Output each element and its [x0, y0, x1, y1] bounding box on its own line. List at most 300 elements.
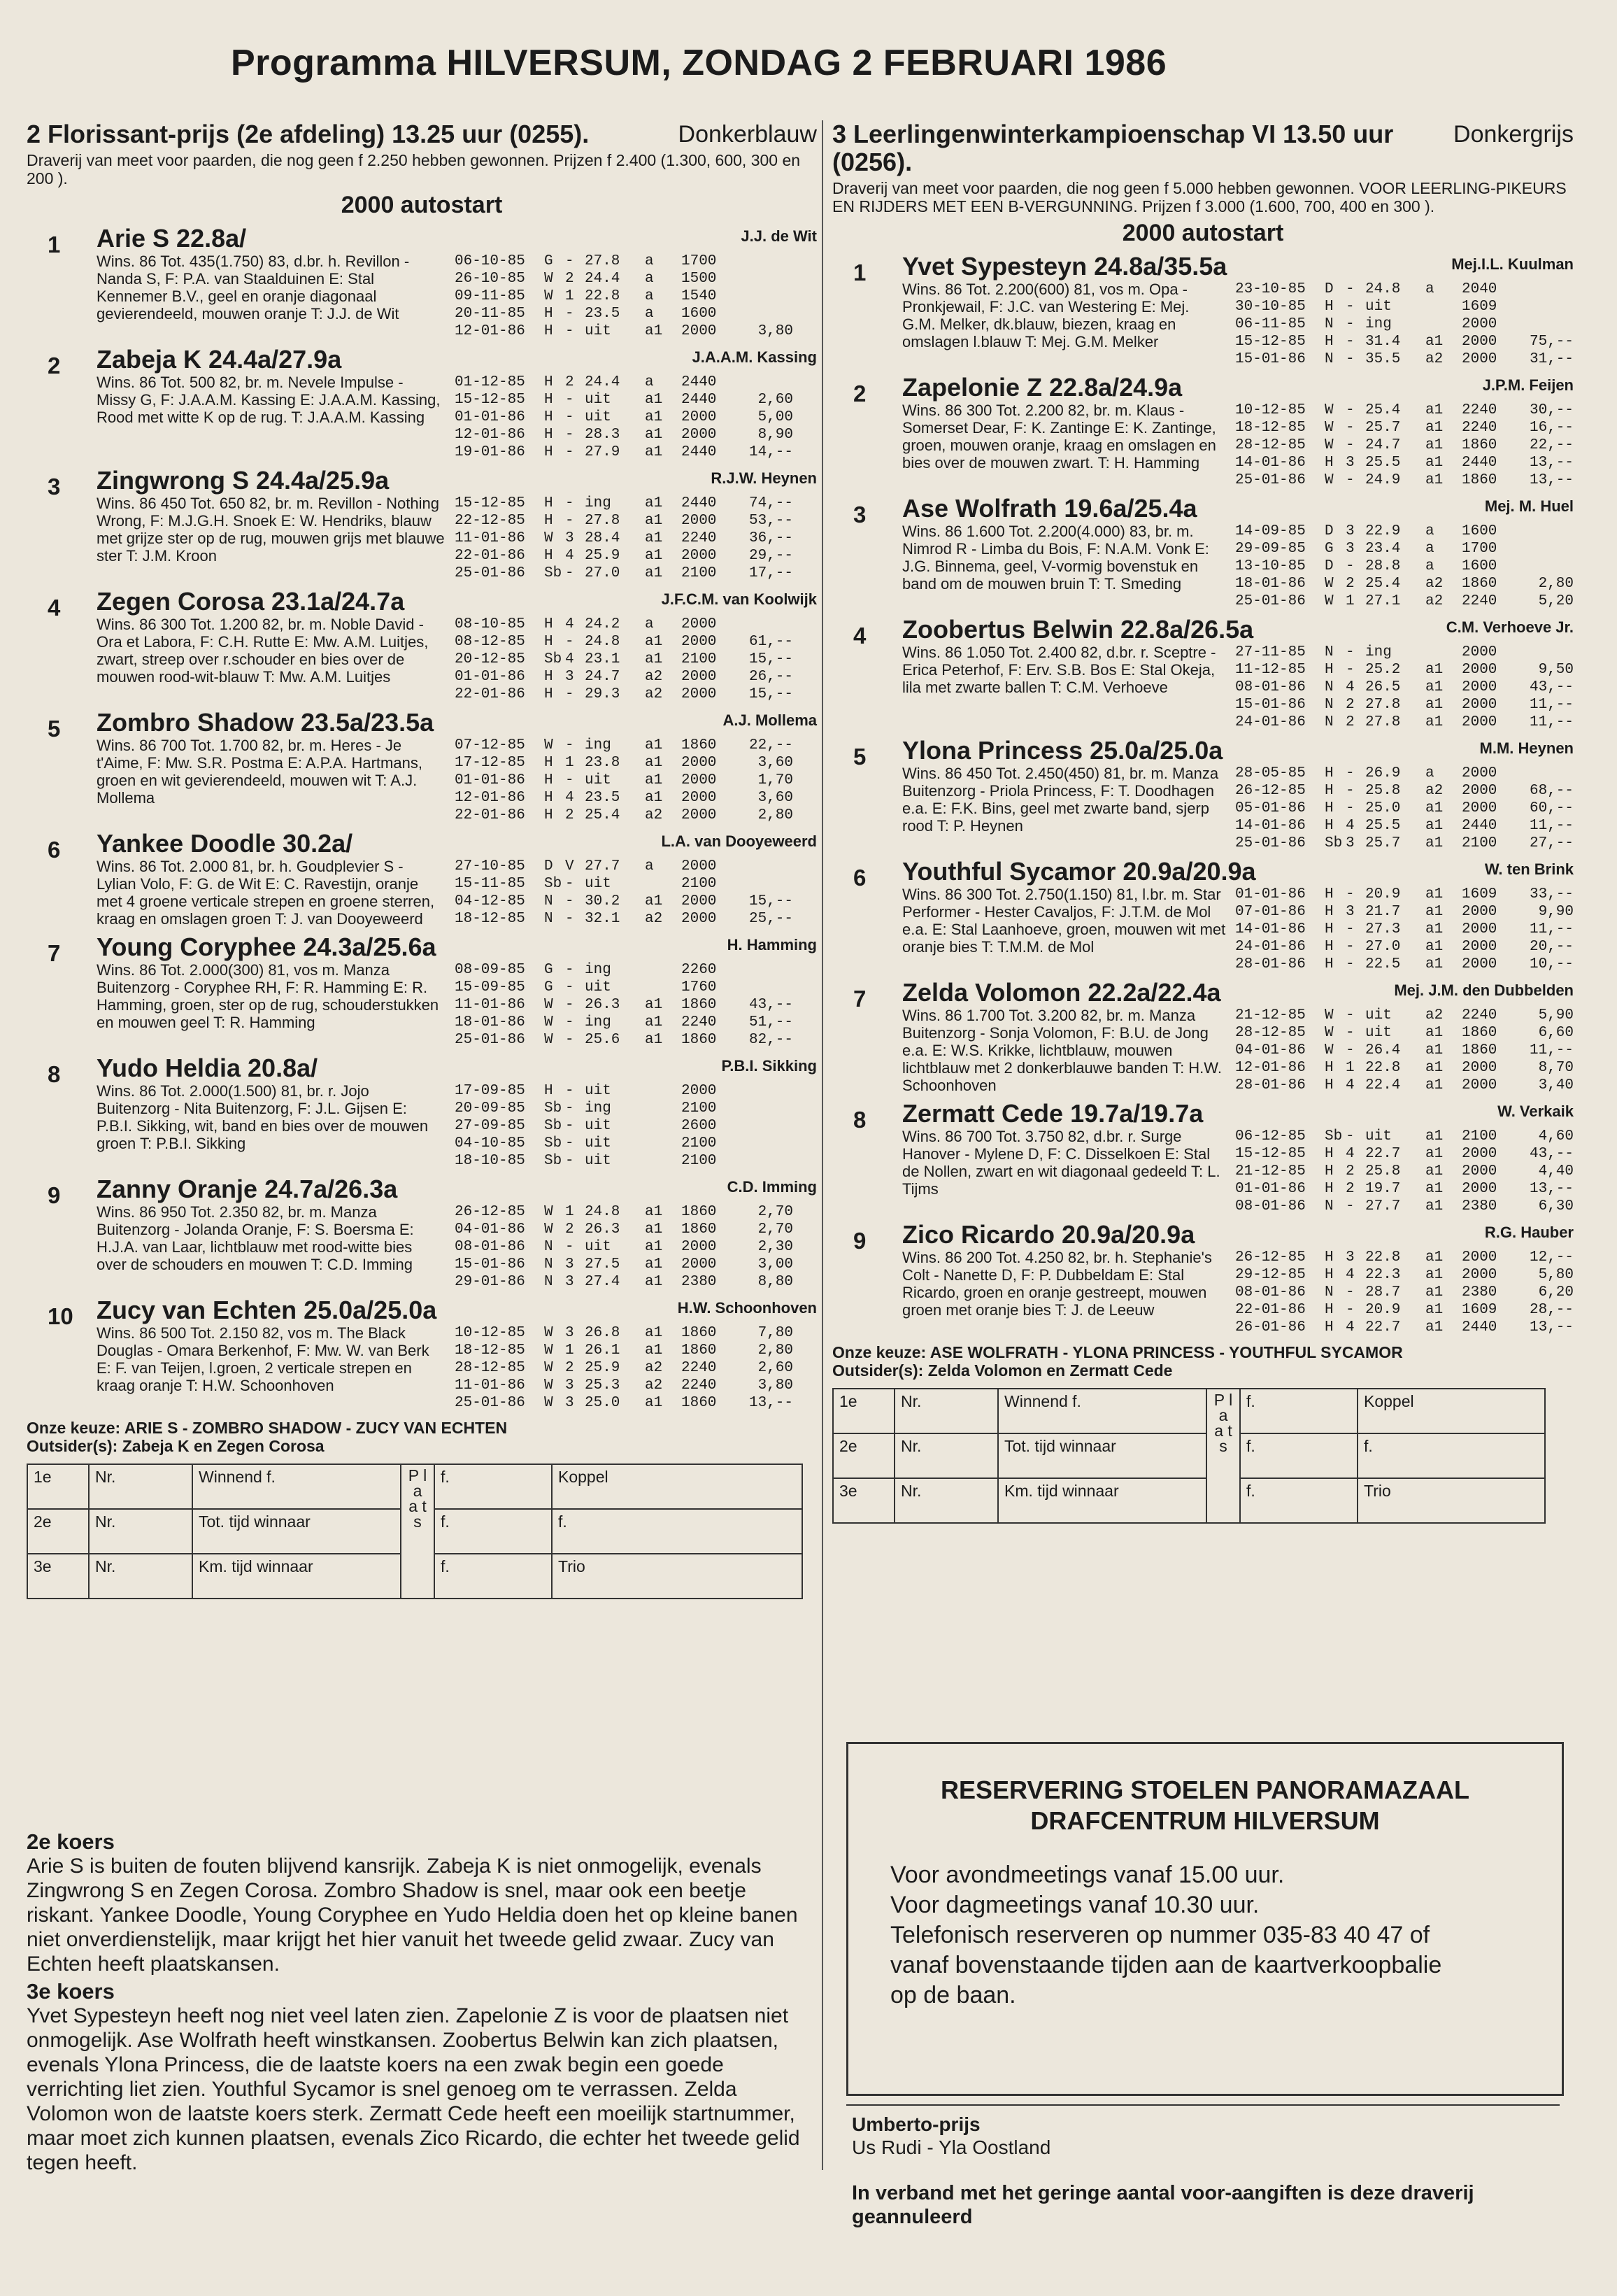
result-cell: 12-01-86	[455, 790, 525, 806]
result-cell: 30.2	[585, 893, 620, 909]
result-cell: a2	[1425, 351, 1444, 367]
result-cell: 25-01-86	[1235, 593, 1306, 609]
horse-results	[1235, 1249, 1574, 1336]
result-row	[1235, 472, 1574, 489]
result-cell: 26.8	[585, 1325, 620, 1341]
result-row	[1235, 696, 1574, 714]
result-cell: 1609	[1462, 1302, 1497, 1318]
result-cell: 25.6	[585, 1032, 620, 1048]
result-cell: a	[1425, 281, 1434, 297]
horse-name: Yvet Sypesteyn 24.8a/35.5a	[902, 252, 1227, 281]
result-cell: -	[565, 1100, 574, 1117]
result-cell: 2440	[1462, 455, 1497, 471]
result-row	[1235, 886, 1574, 903]
result-cell: H	[1325, 334, 1334, 350]
result-cell: 1860	[681, 1342, 717, 1359]
result-cell: 10-12-85	[1235, 402, 1306, 418]
result-cell: H	[1325, 783, 1334, 799]
result-cell: 8,70	[1538, 1060, 1574, 1076]
result-cell: a1	[1425, 697, 1444, 713]
form-nr: Nr.	[895, 1478, 998, 1523]
horse-entry	[832, 374, 1574, 489]
result-cell: 25.7	[1365, 835, 1401, 851]
result-cell: D	[1325, 281, 1334, 297]
result-cell: 2	[565, 807, 574, 823]
horse-body	[902, 523, 1574, 610]
result-cell: 2000	[1462, 644, 1497, 660]
result-cell: 11,--	[1529, 921, 1574, 937]
form-pos: 3e	[27, 1554, 89, 1599]
result-cell: H	[544, 306, 553, 322]
result-cell: 25.7	[1365, 420, 1401, 436]
result-cell: 3	[1346, 904, 1355, 920]
result-cell: 2100	[1462, 835, 1497, 851]
horse-name: Zermatt Cede 19.7a/19.7a	[902, 1099, 1204, 1128]
result-row	[1235, 281, 1574, 298]
result-row	[1235, 1042, 1574, 1059]
result-cell: 28.4	[585, 530, 620, 546]
form-pos: 2e	[833, 1433, 895, 1478]
result-row	[455, 858, 817, 875]
result-cell: 9,90	[1538, 904, 1574, 920]
horse-name: Zico Ricardo 20.9a/20.9a	[902, 1220, 1195, 1249]
result-cell: -	[1346, 1302, 1355, 1318]
result-cell: 1700	[1462, 541, 1497, 557]
race-3-column	[832, 120, 1574, 1524]
horse-trainer: J.J. de Wit	[741, 227, 817, 245]
result-cell: 10-12-85	[455, 1325, 525, 1341]
form-pos: 3e	[833, 1478, 895, 1523]
result-cell: -	[565, 1153, 574, 1169]
horse-name: Zingwrong S 24.4a/25.9a	[97, 466, 390, 495]
result-cell: Sb	[544, 1153, 562, 1169]
result-cell: 01-12-85	[455, 374, 525, 390]
box-line: Voor avondmeetings vanaf 15.00 uur.	[890, 1862, 1285, 1888]
result-cell	[737, 288, 793, 305]
result-cell: -	[1346, 1042, 1355, 1058]
result-cell: a2	[645, 1377, 663, 1394]
result-cell: -	[1346, 1007, 1355, 1023]
result-row	[1235, 1180, 1574, 1198]
result-cell: -	[1346, 1025, 1355, 1041]
result-cell: a2	[645, 911, 663, 927]
result-cell: a1	[1425, 679, 1444, 695]
result-cell: H	[544, 1083, 553, 1099]
horse-trainer: Mej. J.M. den Dubbelden	[1394, 982, 1574, 999]
result-row	[1235, 1249, 1574, 1266]
result-cell: -	[1346, 1128, 1355, 1145]
result-cell: 25-01-86	[455, 1395, 525, 1411]
result-cell: W	[544, 1325, 553, 1341]
horse-entry	[832, 1100, 1574, 1215]
result-cell: 08-01-86	[455, 1239, 525, 1255]
result-cell: 2380	[1462, 1198, 1497, 1214]
result-row	[1235, 817, 1574, 835]
result-cell: 07-12-85	[455, 737, 525, 753]
result-cell: -	[1346, 472, 1355, 488]
result-row	[1235, 903, 1574, 921]
result-cell: 5,90	[1538, 1007, 1574, 1023]
box-line: op de baan.	[890, 1982, 1016, 2008]
result-row	[455, 547, 817, 565]
result-cell: 25.4	[1365, 576, 1401, 592]
form-f: f.	[434, 1464, 552, 1509]
result-cell: 11,--	[1529, 714, 1574, 730]
result-cell: 24.7	[1365, 437, 1401, 453]
result-cell: a	[645, 858, 654, 874]
result-row	[455, 1135, 817, 1152]
result-cell	[737, 979, 793, 996]
result-cell: 27.8	[585, 513, 620, 529]
result-cell: N	[1325, 644, 1334, 660]
horse-body	[902, 1249, 1574, 1336]
result-cell: a1	[645, 1239, 663, 1255]
race-conditions: Draverij van meet voor paarden, die nog geen f 2.250 hebben gewonnen. Prijzen f 2.400 (1.300, 600, 300 en 200 ).	[27, 151, 801, 187]
result-cell: 2000	[681, 1239, 717, 1255]
box-title-1: RESERVERING STOELEN PANORAMAZAAL	[940, 1776, 1470, 1804]
result-cell: 4,60	[1538, 1128, 1574, 1145]
page-title: Programma HILVERSUM, ZONDAG 2 FEBRUARI 1986	[231, 43, 1167, 83]
result-cell: 18-10-85	[455, 1153, 525, 1169]
result-cell: 04-10-85	[455, 1135, 525, 1151]
result-cell: H	[1325, 1267, 1334, 1283]
form-label: Winnend f.	[998, 1389, 1206, 1433]
result-cell: 25,--	[748, 911, 793, 927]
horse-body	[902, 1007, 1574, 1094]
horse-name: Youthful Sycamor 20.9a/20.9a	[902, 857, 1256, 886]
horse-number: 1	[853, 260, 867, 285]
result-cell: -	[565, 772, 574, 788]
horse-trainer: J.P.M. Feijen	[1482, 376, 1574, 394]
result-cell: 01-01-86	[1235, 1181, 1306, 1197]
horse-info: Wins. 86 200 Tot. 4.250 82, br. h. Stephanie's Colt - Nanette D, F: P. Dubbeldam E: Stal Ricardo, groen en oranje gestreept, mouwen groen met oranje bies T: J. de Leeuw	[902, 1249, 1212, 1319]
result-cell: 25.8	[1365, 783, 1401, 799]
result-cell: a1	[645, 1325, 663, 1341]
horse-name: Arie S 22.8a/	[97, 224, 247, 253]
result-cell: 2000	[1462, 939, 1497, 955]
result-cell: 2	[1346, 1163, 1355, 1179]
result-cell	[737, 875, 793, 893]
result-cell: ing	[1365, 644, 1392, 660]
result-cell: 2240	[681, 530, 717, 546]
result-cell: 2240	[1462, 593, 1497, 609]
horse-number: 4	[48, 595, 61, 621]
result-cell	[1425, 298, 1462, 316]
horse-name: Zanny Oranje 24.7a/26.3a	[97, 1175, 398, 1203]
result-cell: 04-01-86	[455, 1221, 525, 1238]
result-cell: a2	[645, 807, 663, 823]
result-cell: 4	[1346, 679, 1355, 695]
result-cell: 2000	[681, 616, 717, 632]
race-2-column	[27, 120, 817, 1599]
result-row	[455, 996, 817, 1014]
result-row	[455, 426, 817, 444]
result-cell: a1	[1425, 939, 1444, 955]
result-cell: Sb	[544, 1118, 562, 1134]
result-cell: G	[544, 253, 553, 269]
result-row	[1235, 1024, 1574, 1042]
result-cell: H	[1325, 455, 1334, 471]
result-cell: 15-01-86	[455, 1256, 525, 1273]
horse-info: Wins. 86 450 Tot. 650 82, br. m. Revillon - Nothing Wrong, F: M.J.G.H. Snoek E: W. Hendriks, blauw met grijze ster op de rug, mouwen grijs met blauwe ster T: J.M. Kroon	[97, 495, 445, 565]
result-cell: 3,60	[757, 790, 793, 806]
horse-name: Zoobertus Belwin 22.8a/26.5a	[902, 615, 1254, 644]
result-cell: 1600	[1462, 558, 1497, 574]
result-cell	[1518, 540, 1574, 558]
form-pos: 1e	[833, 1389, 895, 1433]
result-row	[1235, 938, 1574, 956]
result-cell: N	[1325, 316, 1334, 332]
result-row	[1235, 1128, 1574, 1145]
result-cell: a1	[1425, 1267, 1444, 1283]
horse-body	[97, 616, 817, 703]
result-cell: 2000	[681, 790, 717, 806]
result-row	[1235, 1198, 1574, 1215]
result-cell: 3,80	[757, 1377, 793, 1394]
result-row	[455, 616, 817, 633]
result-cell: -	[1346, 558, 1355, 574]
result-cell: 13,--	[1529, 455, 1574, 471]
form-right: f.	[552, 1509, 802, 1554]
result-cell: 2,80	[757, 1342, 793, 1359]
result-cell: H	[1325, 818, 1334, 834]
horse-name: Yudo Heldia 20.8a/	[97, 1054, 318, 1082]
result-cell: 6,20	[1538, 1284, 1574, 1301]
result-cell: W	[544, 1377, 553, 1394]
horse-results	[455, 495, 817, 582]
result-cell: 3	[565, 1256, 574, 1273]
result-cell	[737, 616, 793, 633]
result-cell: 8,90	[757, 427, 793, 443]
race-color: Donkergrijs	[1453, 121, 1574, 148]
result-row	[1235, 454, 1574, 472]
result-cell: a1	[645, 565, 663, 581]
result-cell: 06-10-85	[455, 253, 525, 269]
result-cell: 2	[565, 1221, 574, 1238]
horse-number: 2	[853, 381, 867, 406]
result-cell: -	[1346, 351, 1355, 367]
result-cell: 25.4	[1365, 402, 1401, 418]
result-cell: W	[544, 1014, 553, 1030]
result-cell: 9,50	[1538, 662, 1574, 678]
result-cell: 25.5	[1365, 455, 1401, 471]
horse-results	[455, 961, 817, 1049]
box-title-2: DRAFCENTRUM HILVERSUM	[1030, 1806, 1380, 1835]
result-cell: a1	[645, 1204, 663, 1220]
result-cell: 3	[565, 1325, 574, 1341]
result-cell: 2000	[1462, 1163, 1497, 1179]
result-cell: 26.9	[1365, 765, 1401, 781]
result-cell	[737, 858, 793, 875]
result-cell: 1	[1346, 1060, 1355, 1076]
race-conditions: Draverij van meet voor paarden, die nog geen f 5.000 hebben gewonnen. VOOR LEERLING-PIKEURS EN RIJDERS MET EEN B-VERGUNNING. Prijzen f 3.000 (1.600, 700, 400 en 300 ).	[832, 179, 1567, 215]
result-cell: 2000	[681, 755, 717, 771]
form-pos: 1e	[27, 1464, 89, 1509]
result-cell: 11,--	[1529, 818, 1574, 834]
result-cell: 1860	[1462, 437, 1497, 453]
result-cell	[645, 1152, 681, 1170]
horse-entry	[27, 346, 817, 461]
result-cell: 2240	[1462, 1007, 1497, 1023]
result-cell: uit	[1365, 1128, 1392, 1145]
result-cell: 14-01-86	[1235, 921, 1306, 937]
result-cell: H	[544, 686, 553, 702]
result-cell: W	[544, 1342, 553, 1359]
result-cell: uit	[585, 1153, 611, 1169]
result-cell: 08-01-86	[1235, 1284, 1306, 1301]
result-cell: uit	[585, 1239, 611, 1255]
horse-info: Wins. 86 Tot. 2.000 81, br. h. Goudplevier S - Lylian Volo, F: G. de Wit E: C. Ravestijn, oranje met 4 groene verticale strepen en groene sterren, kraag en omslagen groen T: J. van Dooyeweerd	[97, 858, 435, 928]
result-cell: a1	[645, 1274, 663, 1290]
result-cell	[737, 1135, 793, 1152]
horse-number: 7	[853, 986, 867, 1012]
horse-results	[455, 858, 817, 928]
result-cell: -	[1346, 765, 1355, 781]
result-cell: 2000	[681, 513, 717, 529]
result-cell: 23-10-85	[1235, 281, 1306, 297]
result-cell: uit	[585, 979, 611, 995]
result-cell: 17-09-85	[455, 1083, 525, 1099]
horse-results	[455, 253, 817, 340]
result-cell: 2240	[681, 1014, 717, 1030]
result-row	[455, 374, 817, 391]
result-cell: 3	[1346, 835, 1355, 851]
result-cell: 22.8	[1365, 1060, 1401, 1076]
result-cell: 23.8	[585, 755, 620, 771]
result-cell: V	[565, 858, 574, 874]
result-cell: 2100	[681, 651, 717, 667]
result-cell: 26-12-85	[455, 1204, 525, 1220]
result-cell: 3	[1346, 455, 1355, 471]
form-label: Winnend f.	[192, 1464, 401, 1509]
commentary-heading-2: 2e koers	[27, 1829, 115, 1854]
result-cell: 2000	[1462, 1249, 1497, 1266]
result-cell: 7,80	[757, 1325, 793, 1341]
result-cell: 22-01-86	[455, 686, 525, 702]
result-cell: Sb	[1325, 1128, 1343, 1145]
result-row	[455, 1152, 817, 1170]
result-cell: H	[544, 616, 553, 632]
result-cell	[737, 1152, 793, 1170]
horse-name: Zelda Volomon 22.2a/22.4a	[902, 978, 1221, 1007]
result-cell: 21-12-85	[1235, 1007, 1306, 1023]
result-cell: 31,--	[1529, 351, 1574, 367]
result-cell: uit	[585, 1083, 611, 1099]
result-cell: -	[565, 1118, 574, 1134]
result-cell: 08-09-85	[455, 962, 525, 978]
result-cell: 11,--	[1529, 1042, 1574, 1058]
result-cell: -	[1346, 420, 1355, 436]
result-cell: 23.4	[1365, 541, 1401, 557]
result-row	[455, 270, 817, 288]
result-cell: H	[1325, 1302, 1334, 1318]
divider	[846, 2104, 1560, 2106]
result-cell: 1	[565, 288, 574, 304]
horse-number: 10	[48, 1303, 73, 1329]
result-cell	[737, 961, 793, 979]
result-cell: W	[544, 288, 553, 304]
result-cell: 2380	[1462, 1284, 1497, 1301]
result-cell: a1	[645, 444, 663, 460]
race-title: Donkerblauw 2 Florissant-prijs (2e afdeling) 13.25 uur (0255).	[27, 120, 817, 148]
result-cell: H	[1325, 765, 1334, 781]
result-cell: 01-01-86	[455, 772, 525, 788]
horse-number: 7	[48, 940, 61, 966]
result-cell: 25.4	[585, 807, 620, 823]
umberto-title: Umberto-prijs	[852, 2113, 981, 2135]
result-cell: 22.8	[1365, 1249, 1401, 1266]
result-cell: 26-12-85	[1235, 783, 1306, 799]
result-cell: 11-01-86	[455, 530, 525, 546]
result-cell: 2000	[681, 669, 717, 685]
result-cell: a2	[1425, 783, 1444, 799]
result-cell: -	[1346, 334, 1355, 350]
result-cell: N	[1325, 1198, 1334, 1214]
result-cell: a1	[1425, 1128, 1444, 1145]
horse-results	[1235, 765, 1574, 852]
result-cell: 27.4	[585, 1274, 620, 1290]
result-row	[455, 737, 817, 754]
result-cell: 1500	[681, 271, 717, 287]
result-cell: W	[1325, 1007, 1334, 1023]
horse-entry	[27, 588, 817, 703]
horse-trainer: P.B.I. Sikking	[721, 1057, 817, 1075]
form-nr: Nr.	[89, 1464, 192, 1509]
result-row	[455, 1117, 817, 1135]
result-cell: 2000	[681, 858, 717, 874]
result-cell: 14-01-86	[1235, 455, 1306, 471]
result-cell: 30-10-85	[1235, 299, 1306, 315]
result-cell: 74,--	[748, 495, 793, 511]
result-cell: 16,--	[1529, 420, 1574, 436]
result-row	[1235, 1284, 1574, 1301]
result-cell: H	[1325, 1181, 1334, 1197]
result-row	[455, 1082, 817, 1100]
result-row	[455, 961, 817, 979]
result-cell: H	[1325, 1319, 1334, 1335]
result-row	[1235, 298, 1574, 316]
result-cell: N	[1325, 714, 1334, 730]
result-cell: 3	[1346, 1249, 1355, 1266]
result-cell: a	[1425, 558, 1434, 574]
result-cell: 24.4	[585, 271, 620, 287]
result-cell: 1609	[1462, 299, 1497, 315]
result-cell: 2000	[1462, 783, 1497, 799]
result-cell: a1	[645, 772, 663, 788]
result-cell: 2100	[681, 1135, 717, 1151]
result-cell: 27.0	[1365, 939, 1401, 955]
result-cell: 2000	[681, 911, 717, 927]
result-cell: -	[565, 893, 574, 909]
result-cell: 1860	[1462, 576, 1497, 592]
result-cell: a1	[645, 1014, 663, 1030]
result-row	[1235, 1301, 1574, 1319]
result-cell: a1	[1425, 1163, 1444, 1179]
horse-info: Wins. 86 700 Tot. 1.700 82, br. m. Heres - Je t'Aime, F: Mw. S.R. Postma E: A.P.A. Hartmans, groen en wit gevierendeeld, mouwen wit T: A.J. Mollema	[97, 737, 422, 807]
result-cell: 2000	[681, 1256, 717, 1273]
result-cell: Sb	[544, 651, 562, 667]
result-cell: a1	[645, 513, 663, 529]
result-cell: 18-12-85	[455, 911, 525, 927]
horse-info: Wins. 86 700 Tot. 3.750 82, d.br. r. Surge Hanover - Mylene D, F: C. Disselkoen E: Stal de Nollen, zwart en wit diagonaal gedeeld T: L. Tijms	[902, 1128, 1220, 1198]
result-cell: 24-01-86	[1235, 939, 1306, 955]
result-cell: 1860	[1462, 1025, 1497, 1041]
result-cell: 22-12-85	[455, 513, 525, 529]
result-row	[1235, 350, 1574, 368]
result-cell: 2100	[681, 565, 717, 581]
result-cell: 26.3	[585, 997, 620, 1013]
result-cell: 27-10-85	[455, 858, 525, 874]
